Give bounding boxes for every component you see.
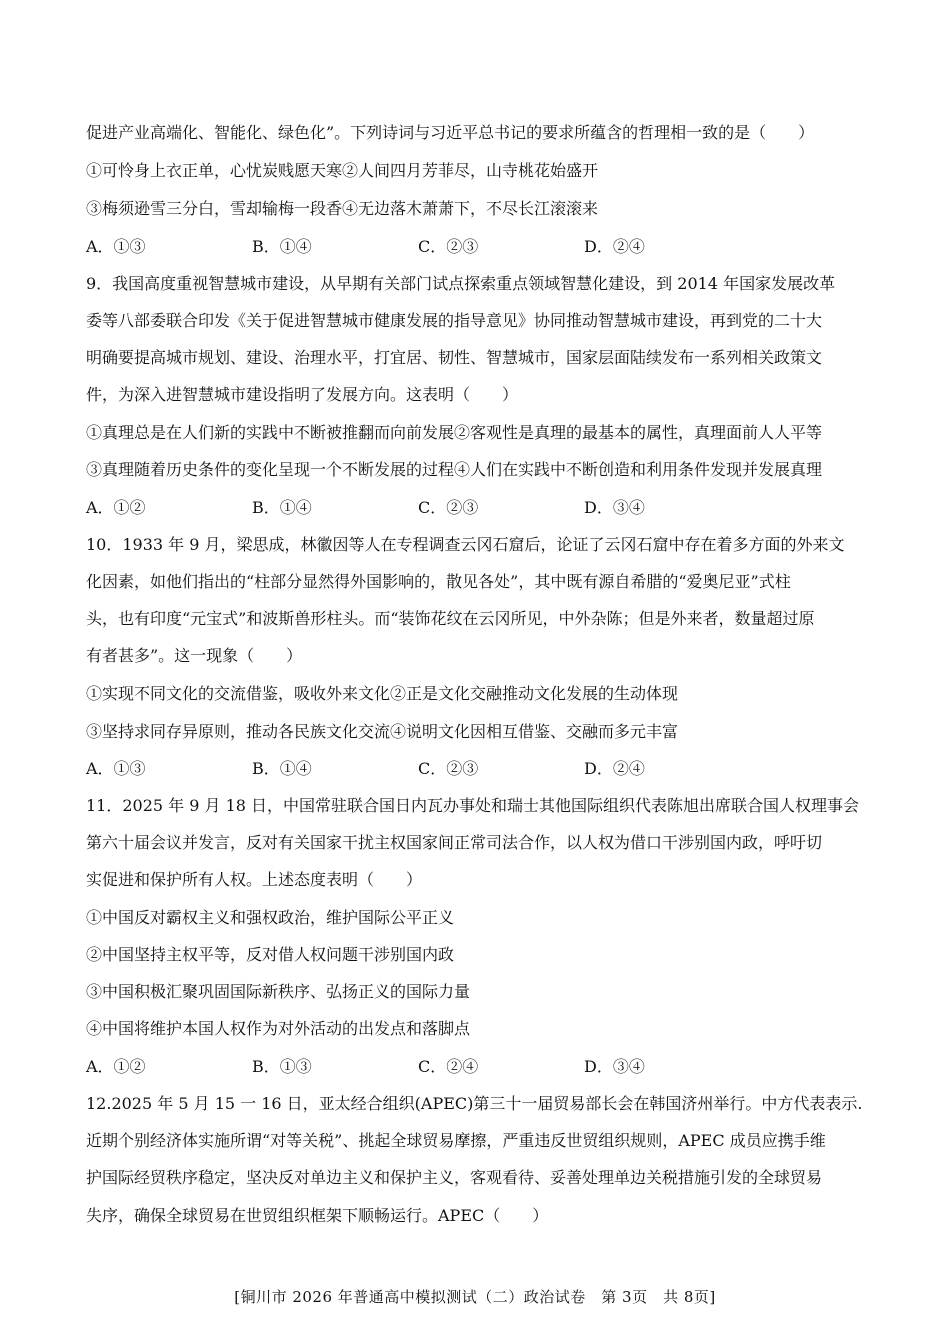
- q11-option-2: ②中国坚持主权平等，反对借人权问题干涉别国内政: [86, 945, 455, 964]
- q10-stem-line-3: 头，也有印度“元宝式”和波斯兽形柱头。而“装饰花纹在云冈所见，中外杂陈；但是外来者，数量超过原: [86, 609, 815, 628]
- q11-choice-d: D．③④: [584, 1057, 645, 1076]
- q9-stem-line-3: 明确要提高城市规划、建设、治理水平，打宜居、韧性、智慧城市，国家层面陆续发布一系列相关政策文: [86, 348, 823, 367]
- q12-stem-line-1: 12.2025 年 5 月 15 一 16 日，亚太经合组织(APEC)第三十一届贸易部长会在韩国济州举行。中方代表表示.: [86, 1094, 863, 1113]
- page-footer: [铜川市 2026 年普通高中模拟测试（二）政治试卷 第 3页 共 8页]: [234, 1288, 716, 1306]
- q10-choice-d: D．②④: [584, 759, 645, 778]
- q11-stem-line-1: 11．2025 年 9 月 18 日，中国常驻联合国日内瓦办事处和瑞士其他国际组织代表陈旭出席联合国人权理事会: [86, 796, 860, 815]
- q12-stem-line-3: 护国际经贸秩序稳定，坚决反对单边主义和保护主义，客观看待、妥善处理单边关税措施引发的全球贸易: [86, 1168, 823, 1187]
- q11-stem-line-3: 实促进和保护所有人权。上述态度表明（ ）: [86, 870, 423, 889]
- q8-choice-d: D．②④: [584, 237, 645, 256]
- q11-option-4: ④中国将维护本国人权作为对外活动的出发点和落脚点: [86, 1019, 471, 1038]
- q8-options-line-2: ③梅须逊雪三分白，雪却输梅一段香④无边落木萧萧下，不尽长江滚滚来: [86, 199, 599, 218]
- q9-options-line-2: ③真理随着历史条件的变化呈现一个不断发展的过程④人们在实践中不断创造和利用条件发现并发展真理: [86, 460, 823, 479]
- q10-choice-b: B．①④: [252, 759, 312, 778]
- q11-choice-c: C．②④: [418, 1057, 479, 1076]
- q8-choice-a: A．①③: [86, 237, 146, 256]
- q11-choice-a: A．①②: [86, 1057, 146, 1076]
- q11-stem-line-2: 第六十届会议并发言，反对有关国家干扰主权国家间正常司法合作，以人权为借口干涉别国内政，呼吁切: [86, 833, 823, 852]
- q10-choice-c: C．②③: [418, 759, 479, 778]
- q11-option-1: ①中国反对霸权主义和强权政治，维护国际公平正义: [86, 908, 455, 927]
- q8-options-line-1: ①可怜身上衣正单，心忧炭贱愿天寒②人间四月芳菲尽，山寺桃花始盛开: [86, 161, 599, 180]
- q9-choice-b: B．①④: [252, 498, 312, 517]
- q9-choice-c: C．②③: [418, 498, 479, 517]
- q9-stem-line-1: 9．我国高度重视智慧城市建设，从早期有关部门试点探索重点领域智慧化建设，到 2014 年国家发展改革: [86, 274, 836, 293]
- q10-choice-a: A．①③: [86, 759, 146, 778]
- q10-stem-line-1: 10．1933 年 9 月，梁思成，林徽因等人在专程调查云冈石窟后，论证了云冈石窟中存在着多方面的外来文: [86, 535, 845, 554]
- q9-choice-d: D．③④: [584, 498, 645, 517]
- q9-stem-line-2: 委等八部委联合印发《关于促进智慧城市健康发展的指导意见》协同推动智慧城市建设，再到党的二十大: [86, 311, 823, 330]
- q10-stem-line-4: 有者甚多”。这一现象（ ）: [86, 646, 303, 665]
- q11-choice-b: B．①③: [252, 1057, 312, 1076]
- q11-option-3: ③中国积极汇聚巩固国际新秩序、弘扬正义的国际力量: [86, 982, 471, 1001]
- q10-options-line-2: ③坚持求同存异原则，推动各民族文化交流④说明文化因相互借鉴、交融而多元丰富: [86, 722, 679, 741]
- q10-stem-line-2: 化因素，如他们指出的“柱部分显然得外国影响的，散见各处”，其中既有源自希腊的“爱奥尼亚”式柱: [86, 572, 791, 591]
- q9-stem-line-4: 件，为深入进智慧城市建设指明了发展方向。这表明（ ）: [86, 385, 519, 404]
- q9-options-line-1: ①真理总是在人们新的实践中不断被推翻而向前发展②客观性是真理的最基本的属性，真理面前人人平等: [86, 423, 823, 442]
- q12-stem-line-2: 近期个别经济体实施所谓“对等关税”、挑起全球贸易摩擦，严重违反世贸组织规则，APEC 成员应携手维: [86, 1131, 826, 1150]
- q10-options-line-1: ①实现不同文化的交流借鉴，吸收外来文化②正是文化交融推动文化发展的生动体现: [86, 684, 679, 703]
- q12-stem-line-4: 失序，确保全球贸易在世贸组织框架下顺畅运行。APEC（ ）: [86, 1206, 549, 1225]
- q9-choice-a: A．①②: [86, 498, 146, 517]
- q8-choice-c: C．②③: [418, 237, 479, 256]
- q8-choice-b: B．①④: [252, 237, 312, 256]
- q8-stem: 促进产业高端化、智能化、绿色化”。下列诗词与习近平总书记的要求所蕴含的哲理相一致的是（ ）: [86, 123, 815, 142]
